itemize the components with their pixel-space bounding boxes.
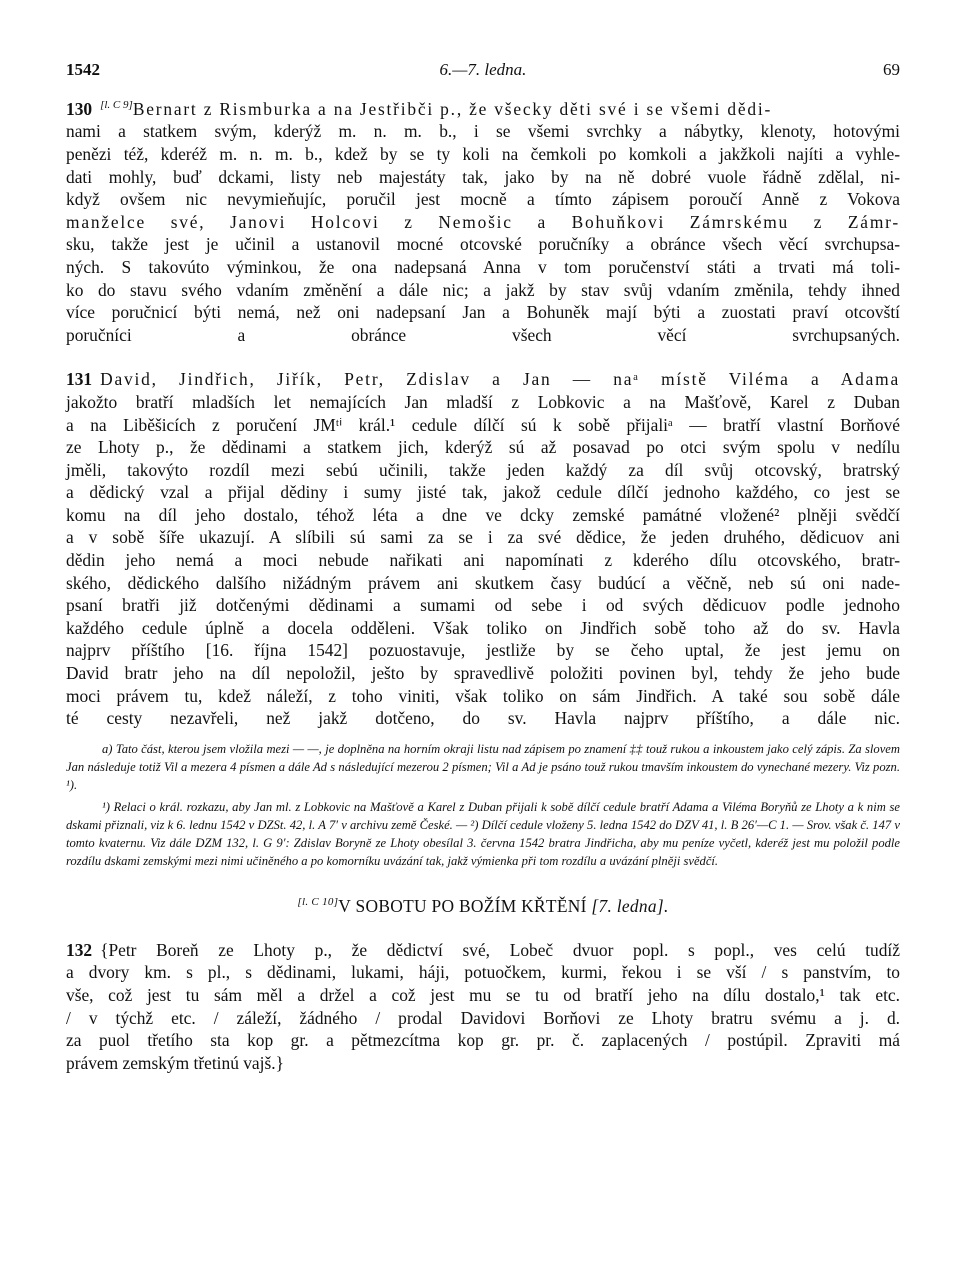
running-header	[66, 60, 900, 90]
entry-line: za puol třetího sta kop gr. a pětmezcítma kop gr. pr. č. zaplacených / postúpil. Zpraviti má	[66, 1030, 900, 1051]
entry-line: psaní bratři již dotčenými dědinami a sumami od sebe i od svých dědicuov podle jednoho	[66, 595, 900, 616]
entry-line: právem zemským třetinú vajš.}	[66, 1052, 284, 1073]
entry-130	[66, 94, 900, 346]
entry-line: ze Lhoty p., že dědinami a statkem jich, kderýž sú až posavad po otci svým spolu v nedílu	[66, 437, 900, 458]
entry-line: komu na díl jeho dostalo, téhož léta a dne ve dcky zemské památné vložené² plněji svědčí	[66, 504, 900, 525]
entry-line: najprv příštího [16. října 1542] pozuostavuje, jestliže by se čeho uptal, že jest jemu on	[66, 640, 900, 661]
entry-line: ko do stavu svého vdaním změnění a dále nic; a jakž by stav svůj vdaním změnila, tehdy ihned	[66, 279, 900, 300]
entry-line: té cesty nezavřeli, než jakž dotčeno, do sv. Havla najprv příštího, a dále nic.	[66, 708, 900, 729]
entry-number: 132	[66, 939, 93, 960]
entry-line: ského, dědického dalšího nižádným právem ani skutkem časy budúcí a věčně, neb sú oni nade-	[66, 572, 900, 593]
entry-line: manželce své, Janovi Holcovi z Nemošic a Bohuňkovi Zámrskému z Zámr-	[66, 211, 900, 232]
section-date: [7. ledna].	[591, 895, 669, 916]
entry-line: vše, což jest tu sám měl a držel a což jest mu se tu od bratří jeho na dílu dostalo,¹ tak etc.	[66, 985, 900, 1006]
entry-line: když ovšem nic nevymieňujíc, poručil jest mocně a tímto zápisem poroučí Anně z Vokova	[66, 189, 900, 210]
entry-line: jakožto bratří mladších let nemajících Jan mladší z Lobkovic a na Mašťově, Karel z Duban	[66, 391, 900, 412]
entry-number: 131	[66, 369, 93, 390]
entry-line: {Petr Boreň ze Lhoty p., že dědictví své, Lobeč dvuor popl. s popl., ves celú tudíž	[100, 939, 900, 960]
entry-131	[66, 368, 900, 730]
entry-line: ných. S takovúto výminkou, že ona nadepsaná Anna v tom poručenství státi a trvati má toli-	[66, 256, 900, 277]
entry-line: moci právem tu, kdež náleží, z toho viniti, však toliko on sám Jindřich. A také sou sobě dále	[66, 685, 900, 706]
document-page	[66, 60, 900, 1074]
entry-line: penězi též, kderéž m. n. m. b., kdež by se ty koli na čemkoli po komkoli a jakžkoli najíti a vyhle-	[66, 143, 900, 164]
header-dates: 6.—7. ledna.	[439, 60, 527, 79]
folio-marker: [l. C 9]	[100, 99, 133, 111]
entry-line: poručníci a obránce všech věcí svrchupsaných.	[66, 324, 900, 345]
entry-line: dědin jeho nemá a moci nebude nařikati ani napomínati z kderého dílu otcovského, bratr-	[66, 550, 900, 571]
footnotes	[66, 740, 900, 870]
entry-line: Bernart z Rismburka a na Jestřibči p., že všecky děti své i se všemi dědi-	[132, 98, 773, 119]
entry-132	[66, 939, 900, 1075]
entry-line: každého cedule úplně a docela odděleni. Však toliko on Jindřich sobě toho až do sv. Havla	[66, 617, 900, 638]
entry-line: / v týchž etc. / záleží, žádného / prodal Davidovi Borňovi ze Lhoty bratru svému a j. d.	[66, 1007, 900, 1028]
entry-line: David bratr jeho na díl nepoložil, ješto by spravedlivě položiti povinen byl, tehdy že jeho bude	[66, 663, 900, 684]
page-number: 69	[883, 60, 900, 79]
entry-line: a dvory km. s pl., s dědinami, lukami, háji, potuočkem, kurmi, řekou i se vší / s panstvím, to	[66, 962, 900, 983]
footnote-1-2: ¹) Relaci o král. rozkazu, aby Jan ml. z Lobkovic na Mašťově a Karel z Duban přijali k sobě dílčí cedule bratří Adama a Viléma Boryňů ze Lhoty a k nim se dskami přiznali, viz k 6. lednu 1542 v DZSt. 42, l. A 7′ v archivu země České. — ²) Dílčí cedule vloženy 5. ledna 1542 do DZV 41, l. B 26′—C 1. — Srov. však č. 147 v tomto kvaternu. Viz dále DZM 132, l. G 9′: Zdislav Boryně ze Lhoty obesílal 3. června 1542 bratra Jindřicha, aby mu peníze vyčetl, kderéž jest mu položil podle rozdílu dskami zemskými mezi nimi učiněného a po komorníku uvázání tak, jakž výmienka při tom rozdílu a uvázání plněji svědčí.	[66, 799, 900, 868]
entry-number: 130	[66, 98, 93, 119]
entry-line: David, Jindřich, Jiřík, Petr, Zdislav a Jan — naᵃ místě Viléma a Adama	[100, 369, 900, 390]
entry-line: a dědický vzal a přijal dědiny i sumy jisté tak, jakož cedule dílčí jednoho každého, co jest se	[66, 482, 900, 503]
section-heading	[66, 896, 900, 917]
entry-line: sku, takže jest je učinil a ustanovil mocné otcovské poručníky a obránce všech věcí svrchupsa-	[66, 234, 900, 255]
entry-line: nami a statkem svým, kderýž m. n. m. b., i se všemi svrchky a nábytky, klenoty, hotovými	[66, 121, 900, 142]
header-year: 1542	[66, 60, 100, 79]
folio-marker: [l. C 10]	[297, 896, 339, 909]
entry-line: a na Liběšicích z poručení JMᵗⁱ král.¹ cedule dílčí sú k sobě přijaliᵃ — bratří vlastní Borňové	[66, 414, 900, 435]
entry-line: jměli, takovýto rozdíl mezi sebú učinili, takže jeden každý za díl svůj otcovský, bratrský	[66, 459, 900, 480]
section-title: V SOBOTU PO BOŽÍM KŘTĚNÍ	[338, 895, 587, 916]
entry-line: a v sobě šíře ukazují. A slíbili sú sami za se i za své dědice, že jeden druhého, dědicuov ani	[66, 527, 900, 548]
entry-line: více poručnicí býti nemá, než oni nadepsaní Jan a Bohuněk mají býti a zuostati praví otcovští	[66, 302, 900, 323]
entry-line: dati mohly, buď dckami, listy neb majestáty tak, jako by na ně dobré vuole řádně zdělal, ni-	[66, 166, 900, 187]
footnote-a: a) Tato část, kterou jsem vložila mezi — —, je doplněna na horním okraji listu nad zápisem po znamení ‡‡ touž rukou a inkoustem jako celý zápis. Za slovem Jan následuje totiž Vil a mezera 4 písmen a dále Ad s následující mezerou 2 písmen; Vil a Ad je psáno touž rukou tmavším inkoustem do vynechané mezery. Viz pozn. ¹).	[66, 741, 900, 792]
